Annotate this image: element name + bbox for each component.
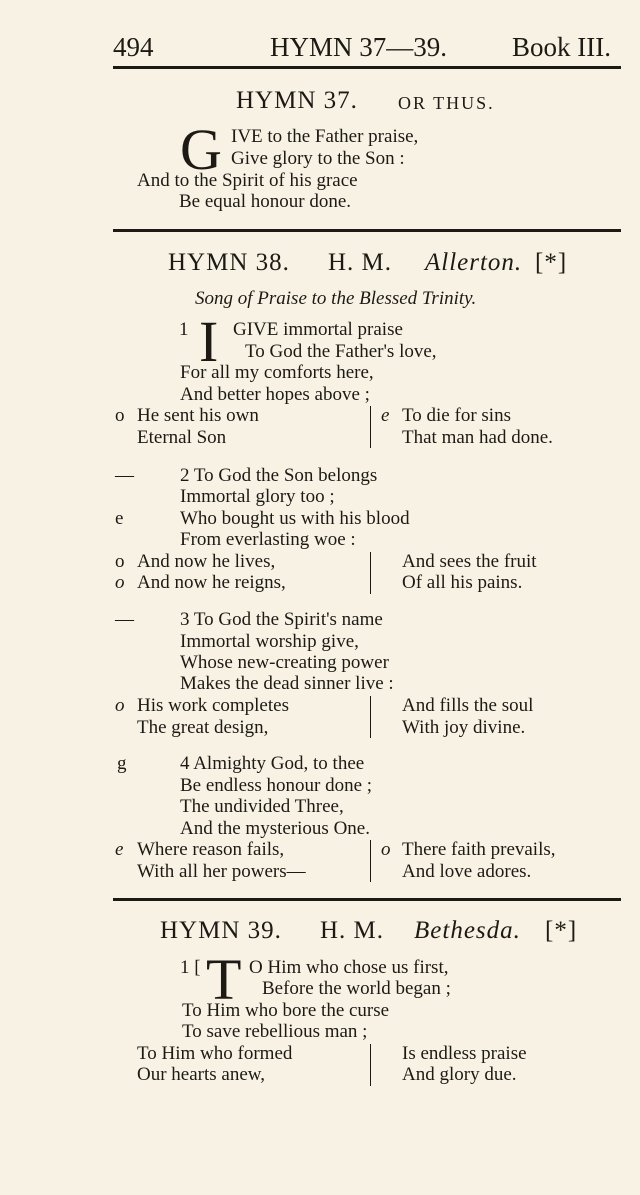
v1-line3: For all my comforts here,: [180, 362, 374, 383]
v4-divider: [370, 840, 371, 882]
v2-right1: And sees the fruit: [402, 551, 537, 572]
section-rule: [113, 229, 621, 232]
v4-left1: Where reason fails,: [137, 839, 285, 860]
v4-right1: There faith prevails,: [402, 839, 556, 860]
v1-right2: That man had done.: [402, 427, 553, 448]
v3-dash: —: [115, 609, 134, 630]
v1-right1: To die for sins: [402, 405, 511, 426]
hymn39-title: HYMN 39.: [160, 917, 282, 944]
hymn37-note: OR THUS.: [398, 93, 495, 113]
v2-line4: From everlasting woe :: [180, 529, 356, 550]
v4-left2: With all her powers—: [137, 861, 306, 882]
h39-right2: And glory due.: [402, 1064, 517, 1085]
v2-dyn-1: o: [115, 551, 125, 572]
v3-left1: His work completes: [137, 695, 289, 716]
v2-left1: And now he lives,: [137, 551, 276, 572]
v2-right2: Of all his pains.: [402, 572, 523, 593]
v4-dyn-right: o: [381, 839, 391, 860]
section-rule: [113, 898, 621, 901]
v1-drop-cap: I: [199, 309, 219, 374]
h39-number: 1 [: [180, 957, 201, 978]
v3-line1: 3 To God the Spirit's name: [180, 609, 383, 630]
hymn39-mark: [*]: [545, 917, 578, 944]
h39-line4: To save rebellious man ;: [182, 1021, 368, 1042]
v2-line3: Who bought us with his blood: [180, 508, 410, 529]
v3-divider: [370, 696, 371, 738]
v1-left2: Eternal Son: [137, 427, 227, 448]
v2-dash: —: [115, 465, 134, 486]
h39-line3: To Him who bore the curse: [182, 1000, 390, 1021]
v3-line3: Whose new-creating power: [180, 652, 389, 673]
v4-line2: Be endless honour done ;: [180, 775, 373, 796]
v3-line4: Makes the dead sinner live :: [180, 673, 394, 694]
hymn37-title: HYMN 37.: [236, 87, 358, 114]
v4-dyn-left: e: [115, 839, 124, 860]
v4-line1: 4 Almighty God, to thee: [180, 753, 365, 774]
v1-number: 1: [179, 319, 189, 340]
v2-divider: [370, 552, 371, 594]
v3-dyn: o: [115, 695, 125, 716]
h39-line1: O Him who chose us first,: [249, 957, 449, 978]
v4-right2: And love adores.: [402, 861, 532, 882]
h39-line2: Before the world began ;: [262, 978, 451, 999]
v4-line4: And the mysterious One.: [180, 818, 370, 839]
running-title: HYMN 37—39.: [270, 32, 448, 62]
hymn37-line2: Give glory to the Son :: [231, 148, 405, 169]
h39-left1: To Him who formed: [137, 1043, 293, 1064]
hymn38-subtitle: Song of Praise to the Blessed Trinity.: [195, 288, 477, 309]
v2-left2: And now he reigns,: [137, 572, 286, 593]
h39-drop-cap: T: [206, 947, 242, 1012]
v2-dyn-2: o: [115, 572, 125, 593]
hymn37-line1: IVE to the Father praise,: [231, 126, 419, 147]
hymn38-mark: [*]: [535, 249, 568, 276]
v1-dyn-right: e: [381, 405, 390, 426]
page-number: 494: [113, 32, 154, 62]
v1-dyn-left: o: [115, 405, 125, 426]
v2-line2: Immortal glory too ;: [180, 486, 335, 507]
v3-left2: The great design,: [137, 717, 269, 738]
v3-line2: Immortal worship give,: [180, 631, 359, 652]
hymn39-tune: Bethesda.: [414, 917, 521, 944]
header-rule: [113, 66, 621, 69]
book-label: Book III.: [512, 32, 611, 62]
h39-left2: Our hearts anew,: [137, 1064, 266, 1085]
hymn38-title: HYMN 38.: [168, 249, 290, 276]
hymn39-meter: H. M.: [320, 917, 385, 944]
hymn38-meter: H. M.: [328, 249, 393, 276]
v4-line3: The undivided Three,: [180, 796, 344, 817]
v1-line4: And better hopes above ;: [180, 384, 370, 405]
v1-line1: GIVE immortal praise: [233, 319, 403, 340]
h39-divider: [370, 1044, 371, 1086]
v3-right2: With joy divine.: [402, 717, 526, 738]
hymn37-line3: And to the Spirit of his grace: [137, 170, 358, 191]
hymn38-tune: Allerton.: [425, 249, 523, 276]
v1-divider: [370, 406, 371, 448]
v2-dyn-e: e: [115, 508, 124, 529]
hymn37-drop-cap: G: [180, 117, 222, 182]
v3-right1: And fills the soul: [402, 695, 534, 716]
hymn37-line4: Be equal honour done.: [179, 191, 352, 212]
v1-line2: To God the Father's love,: [245, 341, 437, 362]
v1-left1: He sent his own: [137, 405, 259, 426]
h39-right1: Is endless praise: [402, 1043, 527, 1064]
v4-dyn-g: g: [117, 753, 127, 774]
v2-line1: 2 To God the Son belongs: [180, 465, 378, 486]
